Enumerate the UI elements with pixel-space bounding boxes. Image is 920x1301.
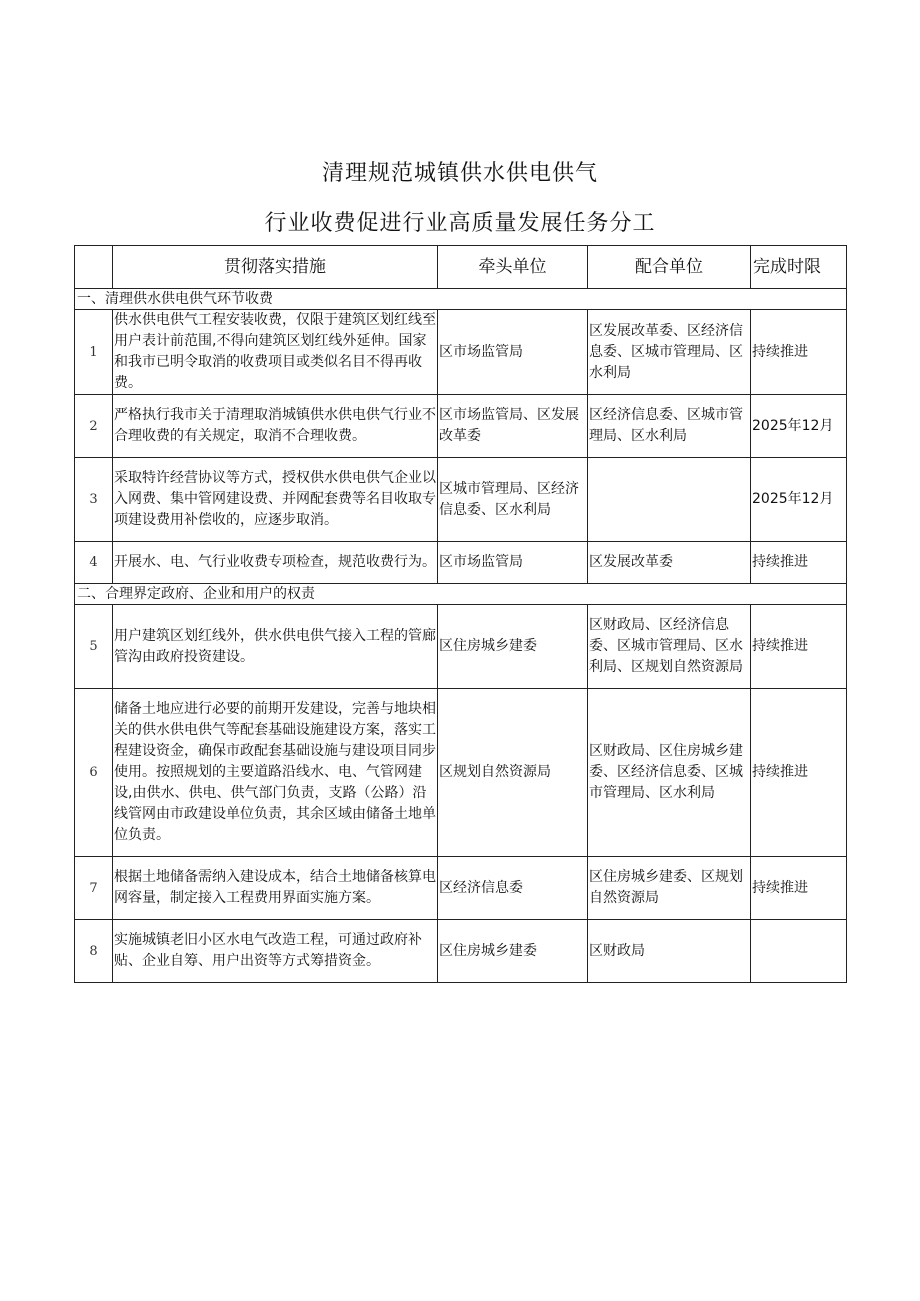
task-table xyxy=(74,245,847,983)
row-lead: 区规划自然资源局 xyxy=(438,689,588,857)
section-title: 一、清理供水供电供气环节收费 xyxy=(75,289,847,310)
row-number: 2 xyxy=(75,395,113,458)
row-measure: 开展水、电、气行业收费专项检查，规范收费行为。 xyxy=(113,542,438,584)
table-row xyxy=(75,458,847,542)
row-deadline: 持续推进 xyxy=(751,605,847,689)
row-deadline: 持续推进 xyxy=(751,542,847,584)
row-coop: 区经济信息委、区城市管理局、区水利局 xyxy=(588,395,751,458)
row-measure: 根据土地储备需纳入建设成本，结合土地储备核算电网容量，制定接入工程费用界面实施方案。 xyxy=(113,857,438,920)
row-number: 5 xyxy=(75,605,113,689)
row-deadline: 持续推进 xyxy=(751,857,847,920)
header-lead: 牵头单位 xyxy=(438,246,588,289)
document-title-line2: 行业收费促进行业高质量发展任务分工 xyxy=(264,211,656,236)
row-lead: 区城市管理局、区经济信息委、区水利局 xyxy=(438,458,588,542)
table-row xyxy=(75,395,847,458)
header-row xyxy=(75,246,847,289)
table-row xyxy=(75,857,847,920)
row-lead: 区市场监管局 xyxy=(438,310,588,395)
row-number: 4 xyxy=(75,542,113,584)
row-coop: 区发展改革委、区经济信息委、区城市管理局、区水利局 xyxy=(588,310,751,395)
section-row xyxy=(75,289,847,310)
row-measure: 严格执行我市关于清理取消城镇供水供电供气行业不合理收费的有关规定，取消不合理收费。 xyxy=(113,395,438,458)
row-number: 6 xyxy=(75,689,113,857)
row-lead: 区住房城乡建委 xyxy=(438,920,588,983)
table-row xyxy=(75,689,847,857)
document-title-line1: 清理规范城镇供水供电供气 xyxy=(321,161,598,186)
table-row xyxy=(75,542,847,584)
row-coop: 区财政局 xyxy=(588,920,751,983)
section-title: 二、合理界定政府、企业和用户的权责 xyxy=(75,584,847,605)
row-lead: 区市场监管局 xyxy=(438,542,588,584)
header-measure: 贯彻落实措施 xyxy=(113,246,438,289)
row-coop: 区财政局、区经济信息委、区城市管理局、区水利局、区规划自然资源局 xyxy=(588,605,751,689)
row-deadline: 持续推进 xyxy=(751,689,847,857)
row-deadline: 2025年12月 xyxy=(751,458,847,542)
row-coop: 区财政局、区住房城乡建委、区经济信息委、区城市管理局、区水利局 xyxy=(588,689,751,857)
row-coop xyxy=(588,458,751,542)
row-measure: 采取特许经营协议等方式，授权供水供电供气企业以入网费、集中管网建设费、并网配套费等名目收取专项建设费用补偿收的，应逐步取消。 xyxy=(113,458,438,542)
table-row xyxy=(75,920,847,983)
row-measure: 供水供电供气工程安装收费，仅限于建筑区划红线至用户表计前范围,不得向建筑区划红线外延伸。国家和我市已明令取消的收费项目或类似名目不得再收费。 xyxy=(113,310,438,395)
header-deadline: 完成时限 xyxy=(751,246,847,289)
header-coop: 配合单位 xyxy=(588,246,751,289)
row-number: 8 xyxy=(75,920,113,983)
row-coop: 区住房城乡建委、区规划自然资源局 xyxy=(588,857,751,920)
row-number: 7 xyxy=(75,857,113,920)
header-num xyxy=(75,246,113,289)
table-row xyxy=(75,605,847,689)
row-number: 1 xyxy=(75,310,113,395)
row-lead: 区住房城乡建委 xyxy=(438,605,588,689)
row-measure: 用户建筑区划红线外，供水供电供气接入工程的管廊管沟由政府投资建设。 xyxy=(113,605,438,689)
row-deadline: 2025年12月 xyxy=(751,395,847,458)
row-number: 3 xyxy=(75,458,113,542)
row-deadline xyxy=(751,920,847,983)
row-measure: 储备土地应进行必要的前期开发建设，完善与地块相关的供水供电供气等配套基础设施建设方案，落实工程建设资金，确保市政配套基础设施与建设项目同步使用。按照规划的主要道路沿线水、电、气管网建设,由供水、供电、供气部门负责，支路（公路）沿线管网由市政建设单位负责，其余区域由储备土地单位负责。 xyxy=(113,689,438,857)
row-measure: 实施城镇老旧小区水电气改造工程，可通过政府补贴、企业自筹、用户出资等方式筹措资金。 xyxy=(113,920,438,983)
table-row xyxy=(75,310,847,395)
row-lead: 区经济信息委 xyxy=(438,857,588,920)
row-lead: 区市场监管局、区发展改革委 xyxy=(438,395,588,458)
row-coop: 区发展改革委 xyxy=(588,542,751,584)
row-deadline: 持续推进 xyxy=(751,310,847,395)
section-row xyxy=(75,584,847,605)
